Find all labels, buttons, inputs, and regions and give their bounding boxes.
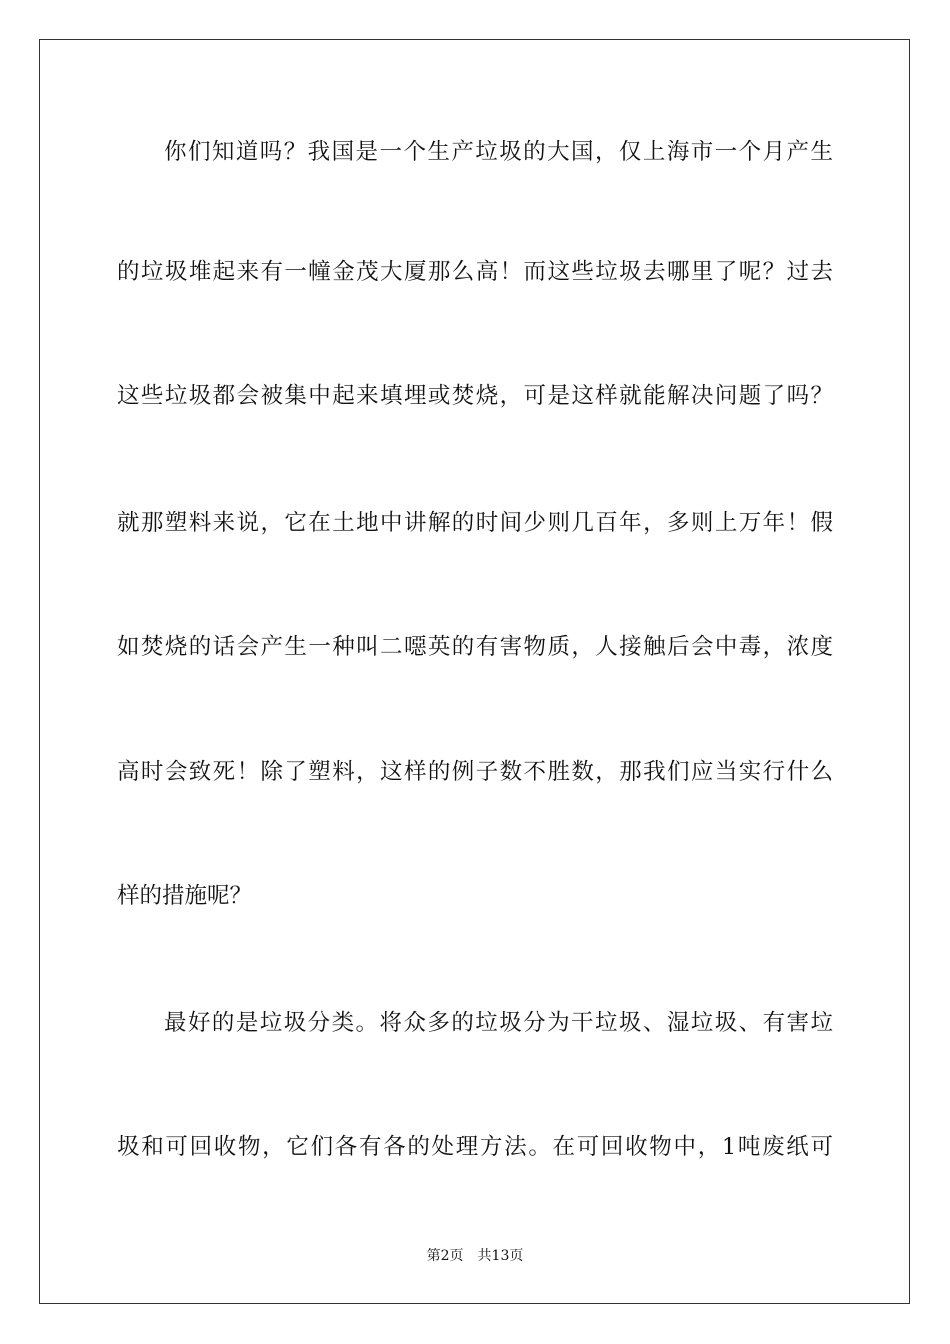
paragraph-1-line-7: 样的措施呢？	[117, 883, 253, 909]
page-number: 第2页	[426, 1248, 464, 1264]
paragraph-2-line-2: 圾和可回收物，它们各有各的处理方法。在可回收物中，1吨废纸可	[117, 1134, 833, 1160]
page-footer	[0, 1247, 950, 1265]
paragraph-1-line-2: 的垃圾堆起来有一幢金茂大厦那么高！而这些垃圾去哪里了呢？过去	[117, 259, 833, 285]
paragraph-1-line-1: 你们知道吗？我国是一个生产垃圾的大国，仅上海市一个月产生	[164, 139, 833, 165]
page-total: 共13页	[477, 1248, 524, 1264]
paragraph-1-line-6: 高时会致死！除了塑料，这样的例子数不胜数，那我们应当实行什么	[117, 759, 833, 785]
paragraph-1-line-4: 就那塑料来说，它在土地中讲解的时间少则几百年，多则上万年！假	[117, 510, 833, 536]
page-border	[39, 39, 910, 1304]
paragraph-1-line-5: 如焚烧的话会产生一种叫二噁英的有害物质，人接触后会中毒，浓度	[117, 634, 833, 660]
paragraph-1-line-3: 这些垃圾都会被集中起来填埋或焚烧，可是这样就能解决问题了吗？	[117, 383, 833, 409]
paragraph-2-line-1: 最好的是垃圾分类。将众多的垃圾分为干垃圾、湿垃圾、有害垃	[164, 1010, 833, 1036]
